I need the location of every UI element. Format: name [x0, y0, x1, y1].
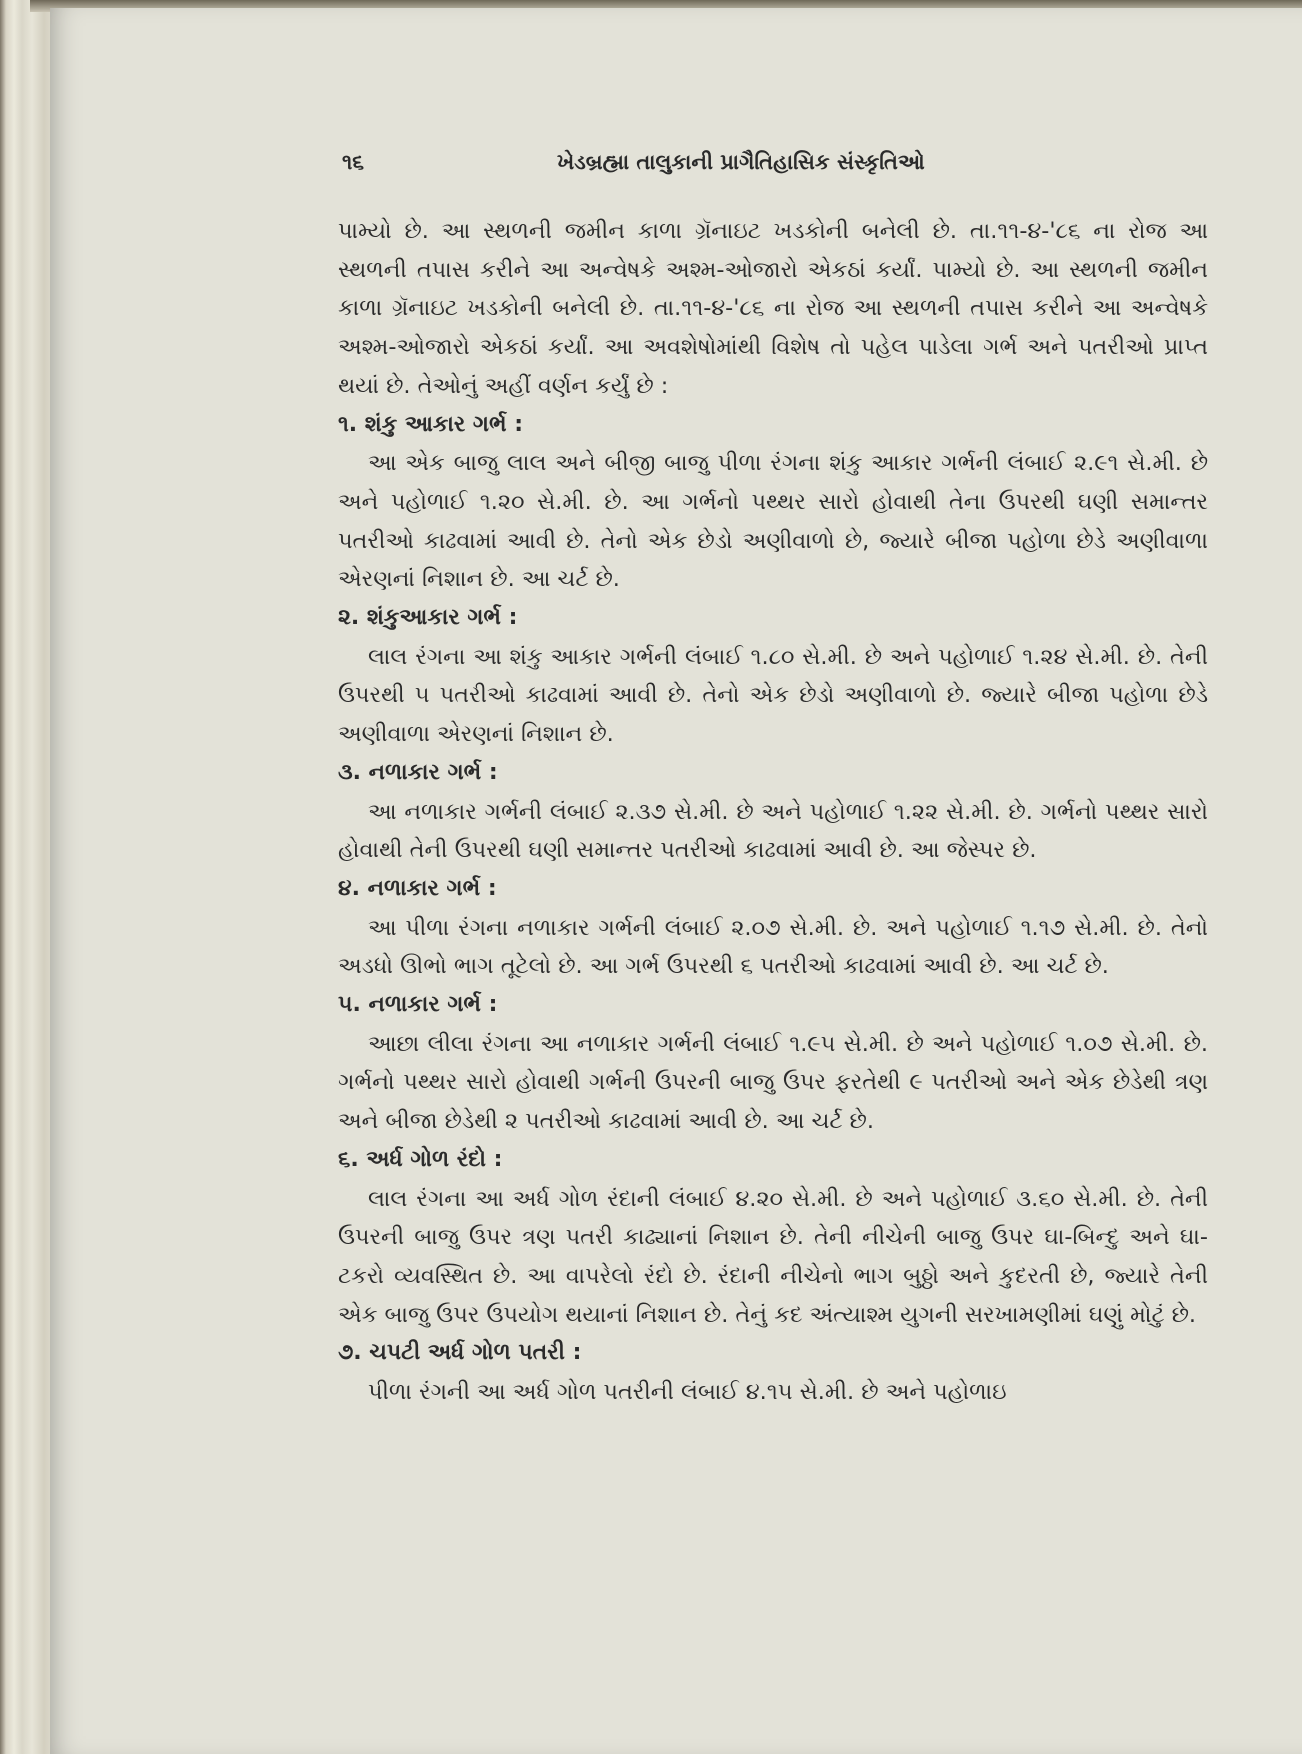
section-heading-6: ૬. અર્ધ ગોળ રંદો : — [338, 1146, 503, 1172]
section-body-6: લાલ રંગના આ અર્ધ ગોળ રંદાની લંબાઈ ૪.૨૦ સે.મી. છે અને પહોળાઈ ૩.૬૦ સે.મી. છે. તેની ઉપરની બાજુ ઉપર ત્રણ પતરી કાઢ્યાનાં નિશાન છે. તેની નીચેની બાજુ ઉપર ઘા-બિન્દુ અને ઘા-ટકરો વ્યવસ્થિત છે. આ વાપરેલો રંદો છે. રંદાની નીચેનો ભાગ બુઠ્ઠો અને કુદરતી છે, જ્યારે તેની એક બાજુ ઉપર ઉપયોગ થયાનાં નિશાન છે. તેનું કદ અંત્યાશ્મ યુગની સરખામણીમાં ઘણું મોટું છે. — [338, 1185, 1208, 1328]
running-title: ખેડબ્રહ્મા તાલુકાની પ્રાગૈતિહાસિક સંસ્કૃતિઓ — [557, 150, 925, 174]
page-header — [342, 150, 1062, 186]
section-heading-2: ૨. શંકુઆકાર ગર્ભ : — [338, 605, 518, 631]
page-number: ૧૬ — [342, 150, 365, 174]
section-body-4: આ પીળા રંગના નળાકાર ગર્ભની લંબાઈ ૨.૦૭ સે.મી. છે. અને પહોળાઈ ૧.૧૭ સે.મી. છે. તેનો અડધો ઊભો ભાગ તૂટેલો છે. આ ગર્ભ ઉપરથી ૬ પતરીઓ કાઢવામાં આવી છે. આ ચર્ટ છે. — [338, 914, 1208, 980]
section-heading-1: ૧. શંકુ આકાર ગર્ભ : — [338, 411, 524, 437]
section-body-1: આ એક બાજુ લાલ અને બીજી બાજુ પીળા રંગના શંકુ આકાર ગર્ભની લંબાઈ ૨.૯૧ સે.મી. છે અને પહોળાઈ ૧.૨૦ સે.મી. છે. આ ગર્ભનો પથ્થર સારો હોવાથી તેના ઉપરથી ઘણી સમાન્તર પતરીઓ કાઢવામાં આવી છે. તેનો એક છેડો અણીવાળો છે, જ્યારે બીજા પહોળા છેડે અણીવાળા એરણનાં નિશાન છે. આ ચર્ટ છે. — [338, 450, 1208, 593]
intro-paragraph: પામ્યો છે. આ સ્થળની જમીન કાળા ગ્રૅનાઇટ ખડકોની બનેલી છે. તા.૧૧-૪-'૮૬ ના રોજ આ સ્થળની તપાસ કરીને આ અન્વેષકે અશ્મ-ઓજારો એકઠાં કર્યાં. પામ્યો છે. આ સ્થળની જમીન કાળા ગ્રૅનાઇટ ખડકોની બનેલી છે. તા.૧૧-૪-'૮૬ ના રોજ આ સ્થળની તપાસ કરીને આ અન્વેષકે અશ્મ-ઓજારો એકઠાં કર્યાં. આ અવશેષોમાંથી વિશેષ તો પહેલ પાડેલા ગર્ભ અને પતરીઓ પ્રાપ્ત થયાં છે. તેઓનું અહીં વર્ણન કર્યું છે : — [338, 218, 1208, 399]
section-body-5: આછા લીલા રંગના આ નળાકાર ગર્ભની લંબાઈ ૧.૯૫ સે.મી. છે અને પહોળાઈ ૧.૦૭ સે.મી. છે. ગર્ભનો પથ્થર સારો હોવાથી ગર્ભની ઉપરની બાજુ ઉપર ફરતેથી ૯ પતરીઓ અને એક છેડેથી ત્રણ અને બીજા છેડેથી ૨ પતરીઓ કાઢવામાં આવી છે. આ ચર્ટ છે. — [338, 1030, 1208, 1135]
section-heading-5: ૫. નળાકાર ગર્ભ : — [338, 992, 498, 1018]
section-heading-3: ૩. નળાકાર ગર્ભ : — [338, 759, 498, 785]
section-body-3: આ નળાકાર ગર્ભની લંબાઈ ૨.૩૭ સે.મી. છે અને પહોળાઈ ૧.૨૨ સે.મી. છે. ગર્ભનો પથ્થર સારો હોવાથી તેની ઉપરથી ઘણી સમાન્તર પતરીઓ કાઢવામાં આવી છે. આ જેસ્પર છે. — [338, 798, 1208, 864]
section-heading-7: ૭. ચપટી અર્ધ ગોળ પતરી : — [338, 1340, 582, 1366]
section-heading-4: ૪. નળાકાર ગર્ભ : — [338, 875, 497, 901]
section-body-7: પીળા રંગની આ અર્ધ ગોળ પતરીની લંબાઈ ૪.૧૫ સે.મી. છે અને પહોળાઇ — [368, 1379, 1007, 1406]
text-body — [338, 212, 1208, 1412]
section-body-2: લાલ રંગના આ શંકુ આકાર ગર્ભની લંબાઈ ૧.૮૦ સે.મી. છે અને પહોળાઈ ૧.૨૪ સે.મી. છે. તેની ઉપરથી ૫ પતરીઓ કાઢવામાં આવી છે. તેનો એક છેડો અણીવાળો છે. જ્યારે બીજા પહોળા છેડે અણીવાળા એરણનાં નિશાન છે. — [338, 643, 1208, 748]
